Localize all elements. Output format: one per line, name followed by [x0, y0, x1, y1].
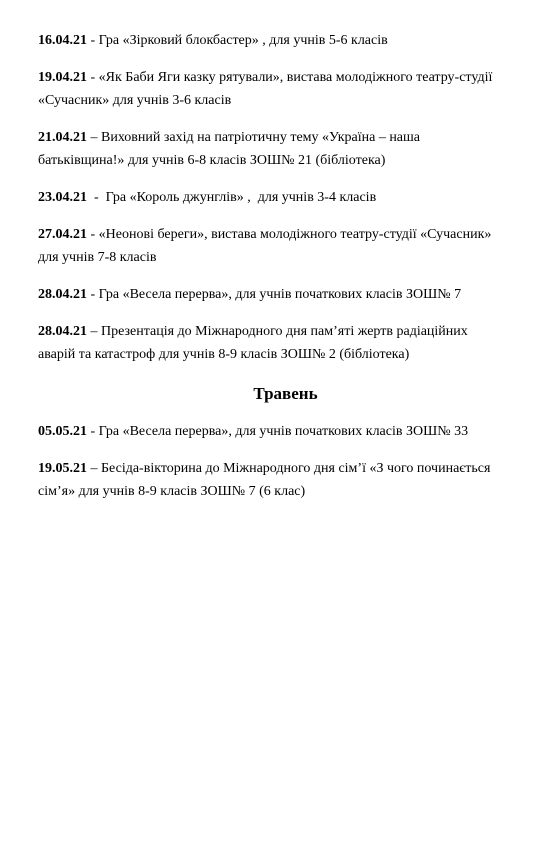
- event-line: [38, 186, 533, 209]
- event-date: 21.04.21: [38, 130, 87, 145]
- event-entry: [38, 66, 533, 112]
- event-date: 27.04.21: [38, 227, 87, 242]
- event-description: - «Як Баби Яги казку рятували», вистава молодіжного театру-студії: [87, 70, 493, 85]
- event-date: 05.05.21: [38, 424, 87, 439]
- event-entry: [38, 126, 533, 172]
- event-line: [38, 457, 533, 480]
- event-date: 28.04.21: [38, 287, 87, 302]
- event-description: - Гра «Король джунглів» , для учнів 3-4 класів: [87, 190, 377, 205]
- event-line: [38, 126, 533, 149]
- event-description-continued: «Сучасник» для учнів 3-6 класів: [38, 93, 232, 108]
- event-description: - Гра «Весела перерва», для учнів початкових класів ЗОШ№ 33: [87, 424, 469, 439]
- event-line: [38, 420, 533, 443]
- event-description: - Гра «Весела перерва», для учнів початкових класів ЗОШ№ 7: [87, 287, 462, 302]
- event-entry: [38, 320, 533, 366]
- event-entry: [38, 283, 533, 306]
- document-page: [38, 29, 533, 517]
- event-date: 16.04.21: [38, 33, 87, 48]
- event-line: [38, 29, 533, 52]
- event-line: [38, 320, 533, 343]
- month-heading: Травень: [253, 384, 318, 403]
- event-description: - Гра «Зірковий блокбастер» , для учнів 5-6 класів: [87, 33, 388, 48]
- event-date: 28.04.21: [38, 324, 87, 339]
- event-description: – Виховний захід на патріотичну тему «Україна – наша: [87, 130, 421, 145]
- event-description-continued: аварій та катастроф для учнів 8-9 класів ЗОШ№ 2 (бібліотека): [38, 347, 410, 362]
- event-entry: [38, 29, 533, 52]
- event-description: – Бесіда-вікторина до Міжнародного дня сім’ї «З чого починається: [87, 461, 491, 476]
- event-entry: [38, 420, 533, 443]
- event-description: - «Неонові береги», вистава молодіжного театру-студії «Сучасник»: [87, 227, 492, 242]
- event-description-continued: сім’я» для учнів 8-9 класів ЗОШ№ 7 (6 клас): [38, 484, 306, 499]
- event-line: [38, 283, 533, 306]
- event-entry: [38, 457, 533, 503]
- event-date: 19.04.21: [38, 70, 87, 85]
- event-line: [38, 66, 533, 89]
- event-date: 19.05.21: [38, 461, 87, 476]
- event-entry: [38, 186, 533, 209]
- event-line: [38, 223, 533, 246]
- event-entry: [38, 223, 533, 269]
- event-description-continued: для учнів 7-8 класів: [38, 250, 157, 265]
- event-date: 23.04.21: [38, 190, 87, 205]
- event-description: – Презентація до Міжнародного дня пам’яті жертв радіаційних: [87, 324, 468, 339]
- event-description-continued: батьківщина!» для учнів 6-8 класів ЗОШ№ 21 (бібліотека): [38, 153, 386, 168]
